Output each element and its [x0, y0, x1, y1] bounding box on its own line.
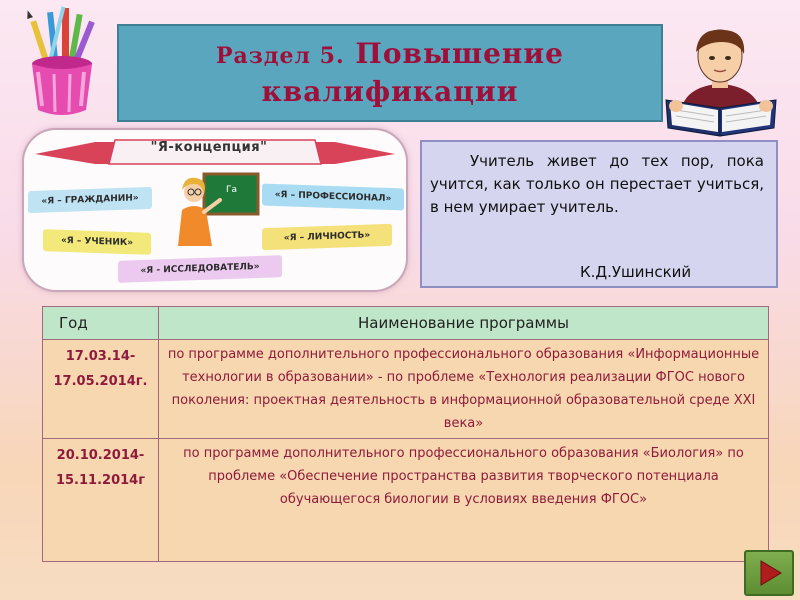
label-citizen: «Я – ГРАЖДАНИН» [28, 187, 152, 213]
table-row [43, 340, 769, 439]
title-line-2: квалификации [261, 75, 519, 108]
student-reading-icon [662, 24, 780, 138]
table-row [43, 439, 769, 562]
label-personality: «Я – ЛИЧНОСТЬ» [262, 224, 392, 251]
pencil-cup-icon [20, 2, 104, 120]
concept-title: "Я-концепция" [150, 140, 268, 155]
table-header-row [43, 307, 769, 340]
teacher-at-board-icon [168, 170, 260, 248]
programs-table [42, 306, 769, 562]
quote-text: Учитель живет до тех пор, пока учится, как только он перестает учиться, в нем умирает учитель. [430, 152, 764, 216]
label-professional: «Я – ПРОФЕССИОНАЛ» [262, 184, 404, 211]
next-slide-button[interactable] [744, 550, 794, 596]
quote-author: К.Д.Ушинский [580, 263, 692, 281]
next-arrow-icon [746, 552, 792, 594]
slide-title [117, 24, 663, 122]
board-text: Га [226, 185, 238, 195]
cell-program: по программе дополнительного профессионального образования «Информационные технологии в образовании» - по проблеме «Технология реализации ФГОС нового поколения: проектная деятельность в информационной образовательной среде XXI века» [159, 340, 769, 439]
label-student: «Я – УЧЕНИК» [43, 229, 151, 255]
title-prefix: Раздел 5. [215, 43, 345, 69]
label-researcher: «Я - ИССЛЕДОВАТЕЛЬ» [118, 255, 282, 283]
cell-program: по программе дополнительного профессионального образования «Биология» по проблеме «Обеспечение пространства развития творческого потенциала обучающегося биологии в условиях введения ФГОС» [159, 439, 769, 562]
column-header-program: Наименование программы [159, 307, 769, 340]
cell-year: 17.03.14-17.05.2014г. [43, 340, 159, 439]
title-line-1 [216, 36, 564, 74]
column-header-year: Год [43, 307, 159, 340]
title-word-1: Повышение [355, 37, 564, 70]
quote-box [420, 140, 778, 288]
cell-year: 20.10.2014-15.11.2014г [43, 439, 159, 562]
